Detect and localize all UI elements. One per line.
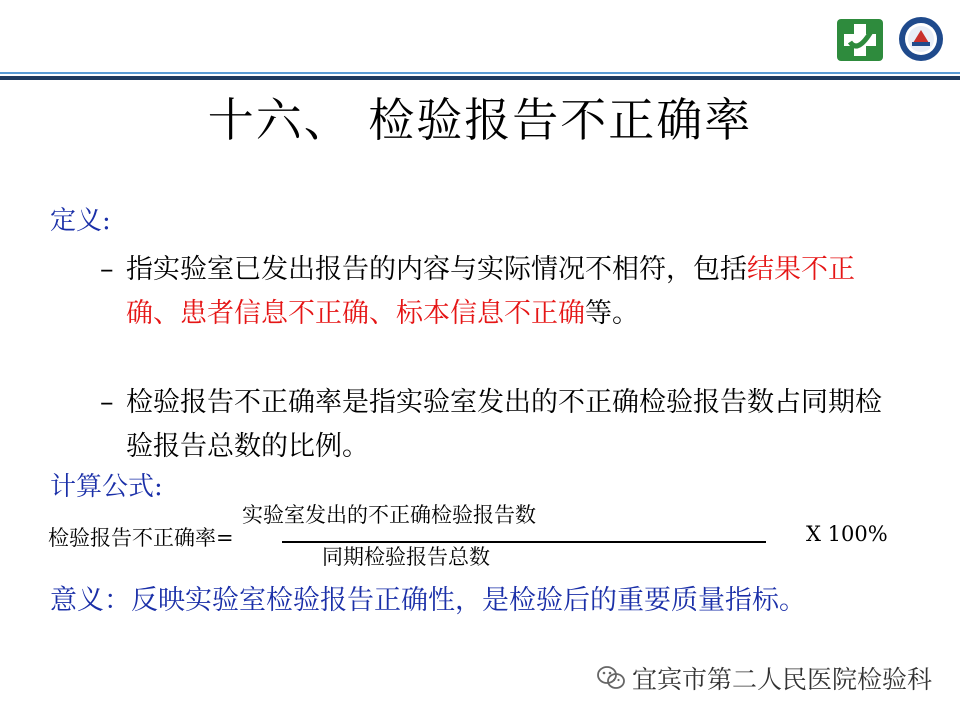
formula-label: 计算公式: [50,472,163,502]
formula-multiplier: X 100% [806,522,888,546]
definition-bullet-2 [100,381,900,469]
slide-title: 十六、 检验报告不正确率 [207,93,753,147]
meaning-text: 意义：反映实验室检验报告正确性，是检验后的重要质量指标。 [50,585,806,616]
bullet-highlight: 结果不正确、患者信息不正确、标本信息不正确 [126,254,855,329]
wechat-icon [596,664,626,692]
bullet-text [126,248,900,336]
header-accent-line [0,72,960,74]
formula-numerator: 实验室发出的不正确检验报告数 [242,503,536,527]
bullet-text-end: 等。 [585,298,639,329]
formula-denominator: 同期检验报告总数 [322,545,490,569]
formula-left-side: 检验报告不正确率= [48,526,234,550]
bullet-text-start: 指实验室已发出报告的内容与实际情况不相符，包括 [126,254,747,285]
watermark-text: 宜宾市第二人民医院检验科 [632,665,933,694]
definition-label: 定义: [50,206,111,236]
definition-bullet-1 [100,248,900,336]
university-logo [898,16,944,62]
hospital-logo [836,18,884,62]
watermark [596,660,932,696]
bullet-dash: – [100,254,114,285]
bullet-text: 检验报告不正确率是指实验室发出的不正确检验报告数占同期检验报告总数的比例。 [126,387,882,462]
header-line [0,76,960,80]
bullet-dash: – [100,387,114,418]
